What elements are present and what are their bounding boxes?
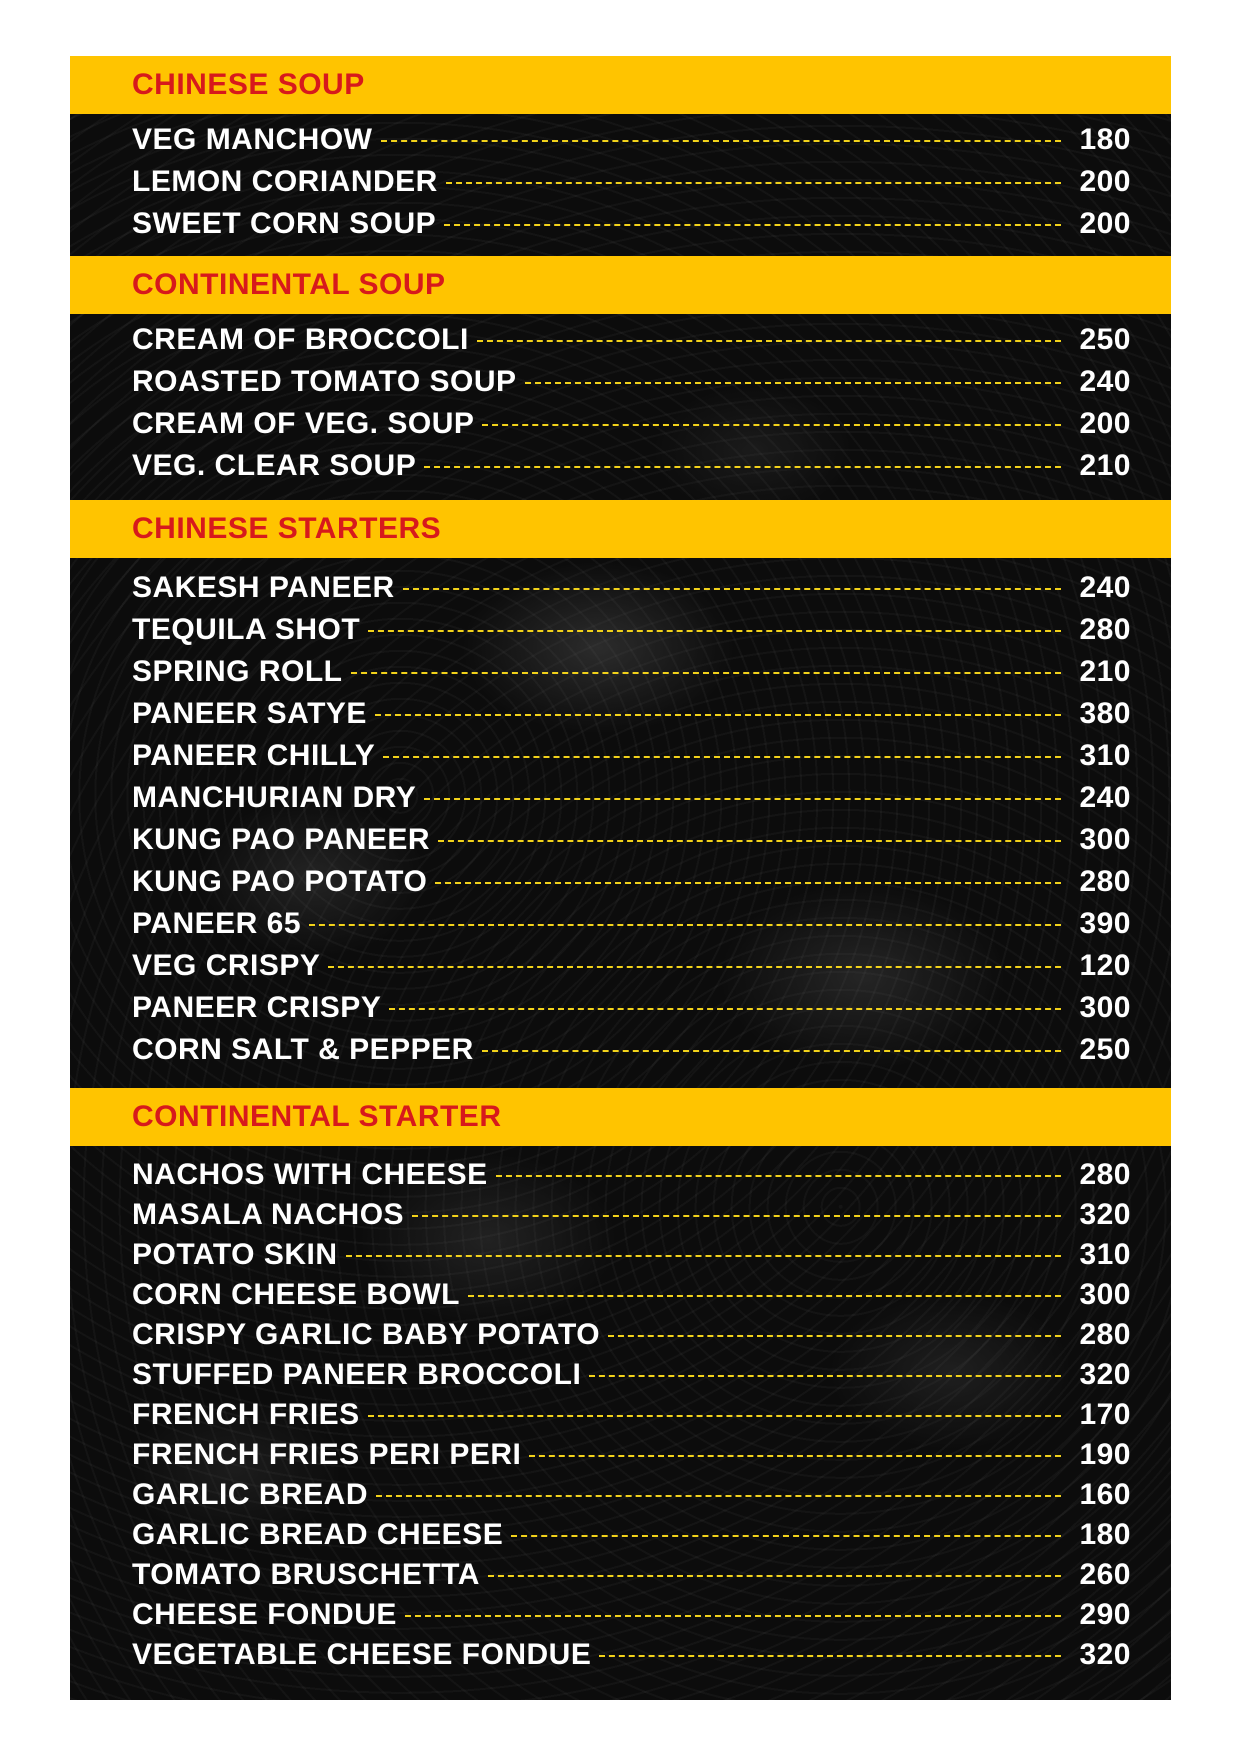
menu-item xyxy=(132,1476,1131,1514)
section-header-chinese-starters xyxy=(70,500,1171,558)
menu-item xyxy=(132,362,1131,402)
dotted-leader xyxy=(477,340,1061,342)
dotted-leader xyxy=(496,1175,1061,1177)
dotted-leader xyxy=(375,714,1061,716)
menu-item xyxy=(132,120,1131,160)
dotted-leader xyxy=(482,424,1061,426)
item-price: 320 xyxy=(1079,1638,1131,1671)
item-name: GARLIC BREAD CHEESE xyxy=(132,1518,504,1551)
dotted-leader xyxy=(529,1455,1061,1457)
section-title: CONTINENTAL SOUP xyxy=(132,268,446,301)
menu-item xyxy=(132,1236,1131,1274)
section-header-continental-soup xyxy=(70,256,1171,314)
item-price: 170 xyxy=(1079,1398,1131,1431)
item-price: 240 xyxy=(1079,365,1131,398)
menu-page xyxy=(70,56,1171,1700)
dotted-leader xyxy=(435,882,1061,884)
item-price: 240 xyxy=(1079,571,1131,604)
item-price: 320 xyxy=(1079,1198,1131,1231)
menu-item xyxy=(132,1156,1131,1194)
dotted-leader xyxy=(599,1655,1061,1657)
item-name: CREAM OF VEG. SOUP xyxy=(132,407,475,440)
menu-item xyxy=(132,820,1131,860)
item-name: PANEER SATYE xyxy=(132,697,367,730)
menu-item xyxy=(132,862,1131,902)
item-name: PANEER CHILLY xyxy=(132,739,376,772)
menu-item xyxy=(132,694,1131,734)
dotted-leader xyxy=(511,1535,1061,1537)
item-name: VEG. CLEAR SOUP xyxy=(132,449,417,482)
dotted-leader xyxy=(525,382,1061,384)
item-price: 200 xyxy=(1079,165,1131,198)
item-price: 210 xyxy=(1079,655,1131,688)
item-name: GARLIC BREAD xyxy=(132,1478,368,1511)
item-price: 320 xyxy=(1079,1358,1131,1391)
menu-item xyxy=(132,1276,1131,1314)
menu-item xyxy=(132,404,1131,444)
item-name: VEG CRISPY xyxy=(132,949,321,982)
dotted-leader xyxy=(403,588,1061,590)
item-name: ROASTED TOMATO SOUP xyxy=(132,365,517,398)
item-name: POTATO SKIN xyxy=(132,1238,338,1271)
menu-item xyxy=(132,204,1131,244)
item-price: 260 xyxy=(1079,1558,1131,1591)
item-name: TEQUILA SHOT xyxy=(132,613,361,646)
menu-item xyxy=(132,946,1131,986)
item-name: LEMON CORIANDER xyxy=(132,165,438,198)
item-price: 120 xyxy=(1079,949,1131,982)
item-price: 280 xyxy=(1079,865,1131,898)
section-title: CONTINENTAL STARTER xyxy=(132,1100,502,1133)
dotted-leader xyxy=(438,840,1061,842)
dotted-leader xyxy=(589,1375,1061,1377)
dotted-leader xyxy=(482,1050,1061,1052)
menu-item xyxy=(132,988,1131,1028)
item-price: 310 xyxy=(1079,739,1131,772)
item-name: VEG MANCHOW xyxy=(132,123,373,156)
item-name: TOMATO BRUSCHETTA xyxy=(132,1558,480,1591)
item-name: PANEER 65 xyxy=(132,907,302,940)
item-price: 300 xyxy=(1079,1278,1131,1311)
menu-item xyxy=(132,1596,1131,1634)
menu-item xyxy=(132,320,1131,360)
menu-item xyxy=(132,1316,1131,1354)
item-price: 310 xyxy=(1079,1238,1131,1271)
item-price: 380 xyxy=(1079,697,1131,730)
item-price: 160 xyxy=(1079,1478,1131,1511)
item-price: 210 xyxy=(1079,449,1131,482)
item-price: 300 xyxy=(1079,991,1131,1024)
item-price: 180 xyxy=(1079,123,1131,156)
item-name: CREAM OF BROCCOLI xyxy=(132,323,469,356)
dotted-leader xyxy=(309,924,1061,926)
menu-item xyxy=(132,1556,1131,1594)
item-price: 180 xyxy=(1079,1518,1131,1551)
dotted-leader xyxy=(346,1255,1061,1257)
item-price: 280 xyxy=(1079,613,1131,646)
item-price: 250 xyxy=(1079,323,1131,356)
dotted-leader xyxy=(412,1215,1061,1217)
item-name: MASALA NACHOS xyxy=(132,1198,405,1231)
dotted-leader xyxy=(351,672,1061,674)
item-price: 390 xyxy=(1079,907,1131,940)
menu-item xyxy=(132,610,1131,650)
item-name: KUNG PAO PANEER xyxy=(132,823,431,856)
menu-item xyxy=(132,1516,1131,1554)
dotted-leader xyxy=(488,1575,1061,1577)
item-name: VEGETABLE CHEESE FONDUE xyxy=(132,1638,592,1671)
menu-item xyxy=(132,1356,1131,1394)
section-title: CHINESE SOUP xyxy=(132,68,365,101)
item-price: 240 xyxy=(1079,781,1131,814)
dotted-leader xyxy=(424,798,1061,800)
item-name: FRENCH FRIES PERI PERI xyxy=(132,1438,522,1471)
menu-item xyxy=(132,1196,1131,1234)
section-header-continental-starter xyxy=(70,1088,1171,1146)
item-price: 280 xyxy=(1079,1318,1131,1351)
dotted-leader xyxy=(389,1008,1061,1010)
menu-item xyxy=(132,1636,1131,1674)
item-name: NACHOS WITH CHEESE xyxy=(132,1158,488,1191)
item-name: SAKESH PANEER xyxy=(132,571,395,604)
item-name: STUFFED PANEER BROCCOLI xyxy=(132,1358,582,1391)
item-price: 290 xyxy=(1079,1598,1131,1631)
section-title: CHINESE STARTERS xyxy=(132,512,442,545)
item-name: KUNG PAO POTATO xyxy=(132,865,428,898)
item-name: FRENCH FRIES xyxy=(132,1398,360,1431)
dotted-leader xyxy=(383,756,1061,758)
dotted-leader xyxy=(444,224,1061,226)
dotted-leader xyxy=(608,1335,1061,1337)
dotted-leader xyxy=(368,630,1061,632)
menu-item xyxy=(132,1436,1131,1474)
dotted-leader xyxy=(381,140,1062,142)
item-name: CORN CHEESE BOWL xyxy=(132,1278,461,1311)
item-name: SWEET CORN SOUP xyxy=(132,207,437,240)
dotted-leader xyxy=(405,1615,1061,1617)
item-price: 280 xyxy=(1079,1158,1131,1191)
item-name: SPRING ROLL xyxy=(132,655,343,688)
dotted-leader xyxy=(468,1295,1061,1297)
item-name: CRISPY GARLIC BABY POTATO xyxy=(132,1318,601,1351)
menu-item xyxy=(132,736,1131,776)
section-header-chinese-soup xyxy=(70,56,1171,114)
menu-item xyxy=(132,446,1131,486)
dotted-leader xyxy=(328,966,1061,968)
item-price: 190 xyxy=(1079,1438,1131,1471)
dotted-leader xyxy=(446,182,1061,184)
item-price: 200 xyxy=(1079,207,1131,240)
menu-item xyxy=(132,652,1131,692)
menu-item xyxy=(132,1396,1131,1434)
item-price: 250 xyxy=(1079,1033,1131,1066)
item-price: 200 xyxy=(1079,407,1131,440)
menu-item xyxy=(132,904,1131,944)
menu-item xyxy=(132,1030,1131,1070)
item-name: PANEER CRISPY xyxy=(132,991,382,1024)
item-name: CORN SALT & PEPPER xyxy=(132,1033,474,1066)
dotted-leader xyxy=(368,1415,1061,1417)
item-price: 300 xyxy=(1079,823,1131,856)
item-name: MANCHURIAN DRY xyxy=(132,781,417,814)
menu-item xyxy=(132,162,1131,202)
dotted-leader xyxy=(376,1495,1061,1497)
item-name: CHEESE FONDUE xyxy=(132,1598,397,1631)
menu-item xyxy=(132,778,1131,818)
menu-item xyxy=(132,568,1131,608)
dotted-leader xyxy=(424,466,1061,468)
